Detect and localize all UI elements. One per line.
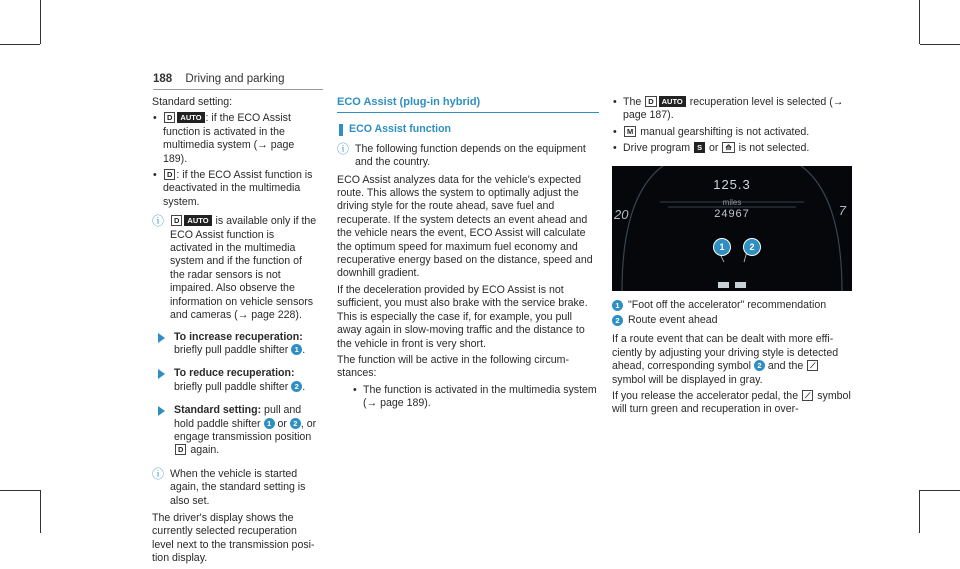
note (152, 468, 317, 508)
legend-item (612, 299, 852, 312)
list-item-text: recuperation level is selected (→ page 187). (623, 96, 844, 122)
m-key-icon: M (624, 126, 636, 137)
offroad-key-icon: ⟰ (722, 142, 734, 153)
page-header (153, 73, 284, 85)
step (152, 404, 317, 458)
column-right (612, 96, 852, 420)
crop-mark (0, 44, 40, 45)
list-item: • The function is activated in the multimedia system (→ page 189). (337, 384, 599, 411)
callout-1-icon: 1 (291, 344, 302, 355)
d-key-icon: D (164, 169, 175, 180)
callout-2-icon: 2 (290, 418, 301, 429)
info-icon: ⓘ (152, 466, 165, 481)
list-item-text: or (706, 142, 722, 155)
step: To reduce recuperation: briefly pull paddle shifter 2 . (152, 367, 317, 394)
info-icon: ⓘ (152, 214, 165, 229)
step-arrow-icon (158, 369, 165, 379)
list-item (612, 126, 852, 139)
paragraph-text: If a route event that can be dealt with more efficiently by adjusting your driving style is detected ahead, corresponding symbol (612, 333, 839, 373)
paragraph (612, 333, 852, 387)
foot-off-icon: ⟋ (802, 390, 813, 401)
paragraph: ECO Assist analyzes data for the vehicle's expected route. This allows the system to optimally adjust the driving style for the route ahead, save fuel and recuperate. If the system detects an event ahead and the vehicle nears the event, ECO Assist will calculate the optimum speed for maximum fuel economy and recuperative energy based on the distance, speed and downhill gradient. (337, 173, 593, 280)
callout-2-icon: 2 (743, 238, 761, 256)
paragraph: The driver's display shows the currently selected recuperation level next to the transmission position display. (152, 511, 315, 565)
foot-off-icon: ⟋ (807, 360, 818, 371)
crop-mark (0, 490, 40, 491)
crop-mark (919, 490, 920, 533)
dash-unit: miles (722, 197, 742, 207)
paragraph: The function will be active in the following circumstances: (337, 353, 569, 380)
note-text: When the vehicle is started again, the standard setting is also set. (170, 467, 306, 507)
step-arrow-icon (158, 333, 165, 343)
list-item (152, 169, 317, 209)
list-item-text: : if the ECO Assist function is activated in the multimedia system (→ page 189). (163, 112, 295, 165)
legend-text: Route event ahead (628, 314, 718, 327)
page-number: 188 (153, 73, 173, 85)
note-text: The following function depends on the equipment and the country. (355, 142, 586, 169)
dash-right-scale: 7 (838, 202, 846, 218)
crop-mark (40, 0, 41, 44)
crop-mark (920, 44, 960, 45)
callout-1-icon: 1 (612, 300, 623, 311)
step-label: Standard setting: (174, 404, 262, 417)
auto-key-icon: AUTO (659, 96, 686, 107)
step-text: briefly pull paddle shifter (174, 343, 292, 356)
step-text: or (274, 417, 290, 430)
step-arrow-icon (158, 406, 165, 416)
auto-key-icon: AUTO (184, 215, 211, 226)
section-title: Driving and parking (185, 73, 285, 85)
callout-2-icon: 2 (612, 315, 623, 326)
list-item-text: manual gearshifting is not activated. (637, 125, 810, 138)
header-rule (153, 89, 323, 90)
section-heading: ECO Assist (plug-in hybrid) (337, 96, 599, 113)
list-item-text: The (623, 96, 645, 108)
info-icon: ⓘ (337, 141, 350, 156)
paragraph-text: If you release the accelerator pedal, the (612, 390, 802, 403)
list-item-text: Drive program (623, 142, 694, 155)
legend-text: "Foot off the accelerator" recommendation (628, 298, 827, 311)
dash-odometer: 24967 (714, 207, 750, 220)
callout-1-icon: 1 (713, 238, 731, 256)
note (337, 143, 599, 170)
step-label: To increase recuperation: (174, 330, 303, 343)
list-item-text: is not selected. (735, 142, 810, 155)
paragraph-text: symbol will be displayed in gray. (612, 373, 763, 386)
callout-2-icon: 2 (291, 381, 302, 392)
list-item-text: : if the ECO Assist function is deactivated in the multimedia system. (163, 169, 313, 208)
dashboard-image (612, 166, 852, 291)
d-key-icon: D (171, 215, 182, 226)
crop-mark (919, 0, 920, 44)
step-text: again. (187, 444, 220, 457)
dash-distance: 125.3 (713, 176, 751, 192)
note (152, 215, 317, 322)
list-item (152, 112, 317, 166)
step-text: , or engage transmission position (174, 417, 317, 443)
subsection-heading: ECO Assist function (337, 123, 599, 136)
column-left (152, 96, 317, 569)
list-item (612, 96, 852, 123)
sport-key-icon: S (694, 142, 705, 153)
note-text: is available only if the ECO Assist function is activated in the multimedia system and if the function of the radar sensors is not impaired. Also observe the information on vehicle sensors and cameras (→ page 228). (170, 215, 317, 322)
legend-item (612, 314, 852, 327)
crop-mark (40, 490, 41, 533)
paragraph-text: symbol will turn green and recuperation in over- (612, 390, 851, 416)
paragraph: If the deceleration provided by ECO Assist is not sufficient, you must also brake with the service brake. This is especially the case if, for example, you pull away again in slow-moving traffic and the distance to the vehicle in front is very short. (337, 283, 588, 350)
paragraph: Standard setting: (152, 96, 233, 108)
step-label: To reduce recuperation: (174, 367, 295, 380)
step-text: pull and hold paddle shifter (174, 404, 302, 430)
d-key-icon: D (175, 444, 186, 455)
callout-2-icon: 2 (754, 360, 765, 371)
d-key-icon: D (164, 112, 175, 123)
step-text: briefly pull paddle shifter (174, 380, 292, 393)
dash-left-scale: 20 (614, 206, 629, 222)
d-key-icon: D (645, 96, 656, 107)
crop-mark (920, 490, 960, 491)
paragraph (612, 390, 852, 417)
auto-key-icon: AUTO (177, 112, 204, 123)
list-item (612, 142, 852, 155)
column-middle (337, 96, 599, 414)
callout-1-icon: 1 (264, 418, 275, 429)
step: To increase recuperation: briefly pull paddle shifter 1 . (152, 331, 317, 358)
paragraph-text: and the (764, 360, 807, 373)
